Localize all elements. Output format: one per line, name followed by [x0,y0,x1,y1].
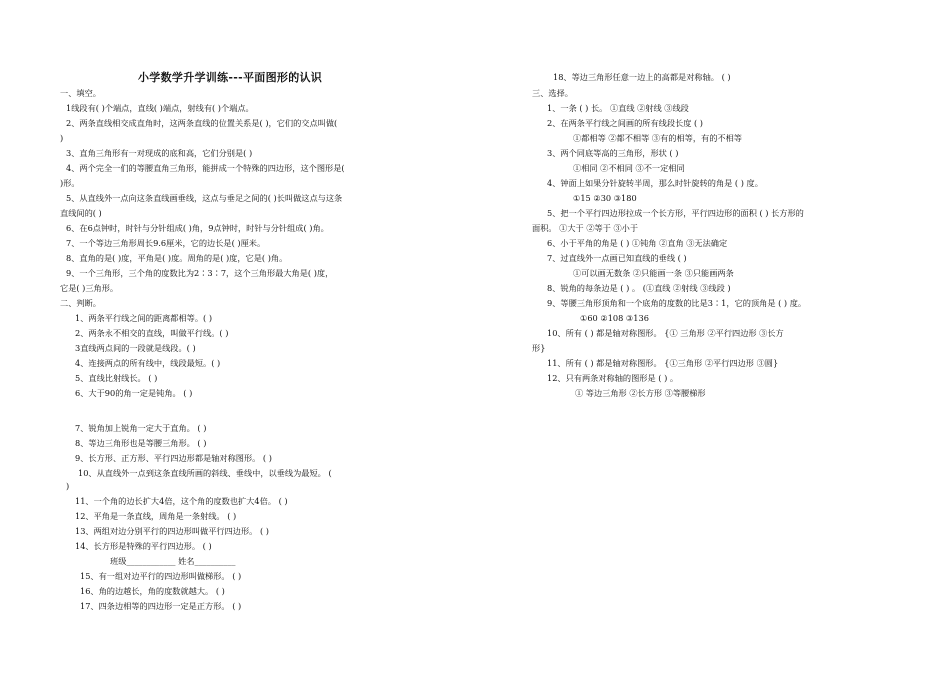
section-heading-fill-blank: 一、填空。 [60,88,101,98]
class-name-line: 班级____________ 姓名__________ [110,556,236,566]
choice-item: 12、只有两条对称轴的图形是 ( ) 。 [547,373,679,383]
fill-blank-item: 4、两个完全一们的等腰直角三角形，能拼成一个特殊的四边形，这个图形是( [66,163,345,173]
choice-item: 6、小于平角的角是 ( ) ①钝角 ②直角 ③无法确定 [547,238,728,248]
fill-blank-item: 2、两条直线相交成直角时，这两条直线的位置关系是( )，它们的交点叫做( [66,118,338,128]
true-false-item: 2、两条永不相交的直线，叫做平行线。( ) [75,328,229,338]
true-false-item: 6、大于90的角一定是钝角。 ( ) [75,388,193,398]
fill-blank-item: 1线段有( )个端点，直线( )端点，射线有( )个端点。 [66,103,254,113]
fill-blank-item: 6、在6点钟时，时针与分针组成( )角，9点钟时，时针与分针组成( )角。 [66,223,329,233]
true-false-item: 5、直线比射线长。 ( ) [75,373,158,383]
true-false-item: 15、有一组对边平行的四边形叫做梯形。 ( ) [80,571,242,581]
true-false-item: 11、一个角的边长扩大4倍，这个角的度数也扩大4倍。 ( ) [75,496,288,506]
choice-item: 8、锐角的每条边是 ( ) 。 (①直线 ②射线 ③线段 ) [547,283,731,293]
true-false-item: 7、锐角加上锐角一定大于直角。 ( ) [75,423,207,433]
true-false-item: 10、从直线外一点到这条直线所画的斜线、垂线中，以垂线为最短。 ( [78,468,332,478]
true-false-item: 16、角的边越长，角的度数就越大。 ( ) [80,586,225,596]
choice-item: 9、等腰三角形顶角和一个底角的度数的比是3∶1，它的顶角是 ( ) 度。 [547,298,807,308]
true-false-item: 3直线两点间的一段就是线段。( ) [75,343,196,353]
true-false-item: ) [66,481,70,491]
choice-item: 4、钟面上如果分针旋转半周，那么时针旋转的角是 ( ) 度。 [547,178,763,188]
fill-blank-item: 9、一个三角形，三个角的度数比为2∶3∶7，这个三角形最大角是( )度， [66,268,334,278]
choice-item: 形} [532,343,546,353]
true-false-item: 1、两条平行线之间的距离都相等。( ) [75,313,213,323]
fill-blank-item: 8、直角的是( )度，平角是( )度。周角的是( )度，它是( )角。 [66,253,288,263]
choice-item: 1、一条 ( ) 长。 ①直线 ②射线 ③线段 [547,103,689,113]
choice-item: 3、两个同底等高的三角形，形状 ( ) [547,148,679,158]
choice-options: ①15 ②30 ③180 [573,193,637,203]
true-false-item: 4、连接两点的所有线中，线段最短。( ) [75,358,221,368]
true-false-item: 17、四条边相等的四边形一定是正方形。 ( ) [80,601,242,611]
fill-blank-item: )形。 [60,178,80,188]
section-heading-true-false: 二、判断。 [60,298,101,308]
choice-options: ①60 ②108 ③136 [580,313,649,323]
choice-item: 10、所有 ( ) 都是轴对称图形。 {① 三角形 ②平行四边形 ③长方 [547,328,784,338]
fill-blank-item: ) [60,133,64,143]
true-false-item: 13、两组对边分别平行的四边形叫做平行四边形。 ( ) [75,526,269,536]
true-false-item: 9、长方形、正方形、平行四边形都是轴对称图形。 ( ) [75,453,272,463]
true-false-item: 14、长方形是特殊的平行四边形。 ( ) [75,541,212,551]
fill-blank-item: 它是( )三角形。 [60,283,119,293]
true-false-item: 18、等边三角形任意一边上的高都是对称轴。 ( ) [553,72,731,82]
true-false-item: 12、平角是一条直线，周角是一条射线。 ( ) [75,511,237,521]
choice-options: ① 等边三角形 ②长方形 ③等腰梯形 [575,388,706,398]
choice-item: 11、所有 ( ) 都是轴对称图形。 {①三角形 ②平行四边形 ③圆} [547,358,779,368]
page-title: 小学数学升学训练---平面图形的认识 [138,71,323,84]
choice-item: 2、在两条平行线之间画的所有线段长度 ( ) [547,118,703,128]
choice-item: 面积。 ①大于 ②等于 ③小于 [532,223,639,233]
choice-options: ①可以画无数条 ②只能画一条 ③只能画两条 [573,268,734,278]
true-false-item: 8、等边三角形也是等腰三角形。 ( ) [75,438,207,448]
fill-blank-item: 3、直角三角形有一对现成的底和高，它们分别是( ) [66,148,253,158]
fill-blank-item: 7、一个等边三角形周长9.6厘米，它的边长是( )厘米。 [66,238,266,248]
choice-options: ①相同 ②不相同 ③不一定相同 [573,163,685,173]
choice-item: 7、过直线外一点画已知直线的垂线 ( ) [547,253,687,263]
choice-options: ①都相等 ②都不相等 ③有的相等，有的不相等 [573,133,742,143]
section-heading-choice: 三、选择。 [532,88,573,98]
choice-item: 5、把一个平行四边形拉成一个长方形，平行四边形的面积 ( ) 长方形的 [547,208,804,218]
fill-blank-item: 5、从直线外一点向这条直线画垂线，这点与垂足之间的( )长叫做这点与这条 [66,193,343,203]
fill-blank-item: 直线间的( ) [60,208,102,218]
